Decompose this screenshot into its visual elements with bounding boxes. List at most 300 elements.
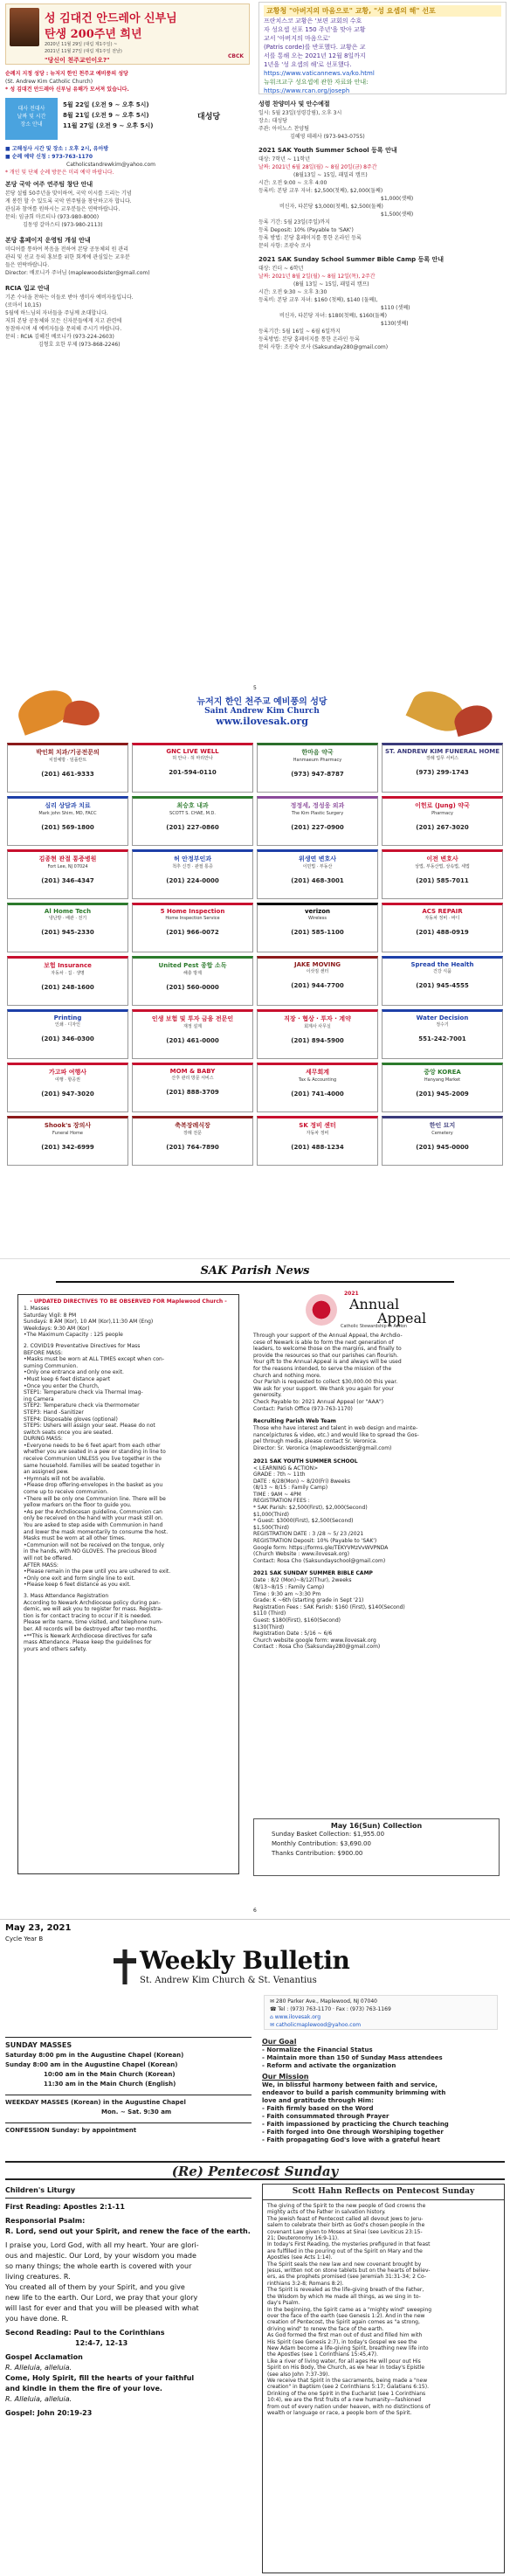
notice-line: 관심과 참여를 원하시는 교우분들은 연락바랍니다. <box>5 206 121 212</box>
notice-head: 성령 찬양미사 및 안수예절 <box>258 100 330 107</box>
parish-news-page <box>0 1258 510 1915</box>
text-line: Director: Sr. Veronica (maplewoodsister@gmail.com) <box>253 1444 392 1451</box>
banner-title-1: 성 김대건 안드레아 신부님 <box>45 12 177 25</box>
ad-subline: Mark john Shim, MD, FACC <box>38 811 97 816</box>
ad-subline: Hanyang Market <box>424 1077 461 1083</box>
text-line: pel through media, please contact Sr. Veronica. <box>253 1438 378 1445</box>
text-line: DURING MASS: <box>24 1436 63 1443</box>
cycle-year: Cycle Year B <box>5 1935 44 1942</box>
ad-phone: (201) 227-0860 <box>166 824 219 831</box>
ad-headline: 5 Home Inspection <box>160 908 225 915</box>
ad-subline: 건강 식품 <box>433 969 451 974</box>
sponsor-ad <box>132 743 253 793</box>
sponsor-ad <box>382 796 503 846</box>
ad-subline: Hanmaeum Pharmacy <box>293 758 342 763</box>
ad-headline: GNC LIVE WELL <box>166 748 219 755</box>
goals-mission <box>262 2037 505 2144</box>
annual-appeal-logo <box>253 1289 500 1329</box>
text-line: TIME : 9AM ~ 4PM <box>253 1491 301 1498</box>
ad-phone: (201) 741-4000 <box>291 1091 344 1098</box>
mission-line: We, in blissful harmony between faith and service, <box>262 2081 438 2088</box>
sunday-masses-head: SUNDAY MASSES <box>5 2037 252 2051</box>
text-line: BEFORE MASS: <box>24 1349 63 1356</box>
indulgence-label: 대사 전대사 날짜 및 시간 장소 안내 <box>5 98 58 140</box>
text-line: cese of Newark is able to form the next generation of <box>253 1339 394 1346</box>
text-line: REGISTRATION DATE : 3 /28 ~ 5/ 23 /2021 <box>253 1531 364 1538</box>
confession-note: * 개인 및 단체 순례 방문은 미리 예약 바랍니다. <box>5 170 114 176</box>
text-line: (8/13 ~ 8/15 : Family Camp) <box>253 1485 328 1492</box>
psalm-line: ous and majestic. Our Lord, by your wisdom you made <box>5 2252 196 2260</box>
notice-line: 대상: 킨더 ~ 6학년 <box>258 266 304 272</box>
ad-subline: 재정 설계 <box>183 1024 202 1029</box>
notice-bible-camp <box>258 255 507 351</box>
psalm-line: so many things; the whole earth is covered with your <box>5 2262 192 2270</box>
text-line: The Jewish feast of Pentecost called all devout Jews to Jeru- <box>267 2215 424 2222</box>
ads-url[interactable]: www.ilovesak.org <box>216 716 308 727</box>
ad-subline: The Kim Plastic Surgery <box>291 811 344 816</box>
email-link[interactable]: ✉ catholicmaplewood@yahoo.com <box>270 2022 362 2028</box>
indulgence-day: 11월 27일 (오전 9 ~ 오후 5시) <box>63 122 154 129</box>
ad-phone: (201) 945-0000 <box>416 1144 469 1151</box>
ad-phone: (973) 947-8787 <box>291 771 344 778</box>
appeal-sub: Catholic Stewardship in Action <box>341 1324 408 1329</box>
parish-contact-box <box>264 1995 498 2030</box>
sponsor-ad <box>257 1063 378 1112</box>
text-line: (see also John 7:37-39). <box>267 2371 330 2378</box>
text-line: According to Newark Archdiocese policy during pan- <box>24 1599 161 1606</box>
ad-phone: (201) 945-4555 <box>416 982 469 989</box>
confession-line: ■ 순례 예약 신청 : 973-763-1170 <box>5 154 93 160</box>
ad-phone: (201) 488-1234 <box>291 1144 344 1151</box>
indulgence-days <box>63 100 153 131</box>
ad-phone: (201) 966-0072 <box>166 929 219 936</box>
sponsor-ad <box>132 1009 253 1059</box>
text-line: receive Communion UNLESS you live together in the <box>24 1456 162 1463</box>
ad-subline: 해충 방제 <box>183 971 202 976</box>
text-line: Our Parish is requested to collect $30,000.00 this year. <box>253 1379 398 1386</box>
sponsor-ad <box>7 743 128 793</box>
gospel-acclamation-line: R. Alleluia, alleluia. <box>5 2364 72 2372</box>
joseph-line: (Patris corde)를 반포했다. 교황은 교 <box>264 44 366 51</box>
ad-subline: SCOTT S. CHAE, M.D. <box>169 811 216 816</box>
notice-line: $1,000(셋째) <box>381 196 414 202</box>
notice-line: 게 봉헌 할 수 있도록 국악 연주팀을 창단하고자 합니다. <box>5 198 132 204</box>
psalm-head: Responsorial Psalm: <box>5 2217 86 2225</box>
text-line: ber. All records will be destroyed after two months. <box>24 1625 158 1632</box>
notice-head: 본당 홈페이지 운영팀 개설 안내 <box>5 237 91 244</box>
ad-subline: 상법, 부동산법, 상속법, 세법 <box>415 864 470 869</box>
notice-head: 2021 SAK Sunday School Summer Bible Camp 등록 안내 <box>258 256 445 263</box>
notice-line: 문의 사항: 조광숙 로사 (Saksunday280@gmail.com) <box>258 344 389 350</box>
psalm-line: You created all of them by your Spirit, and you give <box>5 2283 185 2291</box>
sponsor-ad <box>132 956 253 1006</box>
text-line: Drinking of the one Spirit in the Eucharist (see 1 Corinthians <box>267 2390 426 2397</box>
indulgence-schedule <box>5 98 250 142</box>
mass-schedule <box>5 2037 252 2136</box>
joseph-line: 교서 '아버지의 마음으로' <box>264 35 330 42</box>
text-line: generosity. <box>253 1392 282 1399</box>
text-line: over the face of the earth (see Genesis 1:2). And in the new <box>267 2312 425 2319</box>
gospel-acclamation-line: and kindle in them the fire of your love. <box>5 2385 162 2392</box>
text-line: Contact : Rosa Cho (Saksunday280@gmail.com) <box>253 1644 381 1651</box>
text-line: Your gift to the Annual Appeal is and always will be used <box>253 1359 402 1366</box>
text-line: < LEARNING & ACTION> <box>253 1465 319 1472</box>
ad-headline: 중앙 KOREA <box>424 1069 461 1076</box>
weekday-masses-time: Mon. ~ Sat. 9:30 am <box>101 2109 172 2116</box>
ad-subline: Home Inspection Service <box>165 916 220 921</box>
text-line: yours and others safety. <box>24 1645 87 1652</box>
ads-title-english: Saint Andrew Kim Church <box>204 707 320 716</box>
ad-headline: 한마음 약국 <box>301 749 334 756</box>
notice-line: 시간: 오전 9:30 ~ 오후 3:30 <box>258 289 327 295</box>
text-line: Contact: Rosa Cho (Saksundayschool@gmail.com) <box>253 1557 386 1564</box>
text-line: creation of Pentecost, the Spirit again comes as "a strong, <box>267 2319 420 2326</box>
parish-news-title: SAK Parish News <box>200 1264 310 1278</box>
text-line: wealth or language or race, a people born of the Spirit. <box>267 2410 412 2416</box>
text-line: You are asked to step aside with Communion in hand <box>24 1522 163 1528</box>
sponsor-ad <box>132 849 253 899</box>
weekly-bulletin-page <box>0 1919 510 2576</box>
text-line: creation" in Baptism (see 2 Corinthians 5:17; Galatians 6:15). <box>267 2384 429 2391</box>
sponsor-ad <box>382 903 503 952</box>
notice-line: (8월13일 ~ 15일, 패밀리 캠프) <box>293 172 368 178</box>
text-line: •Must keep 6 feet distance apart <box>24 1375 111 1382</box>
notice-line: 일시: 5월 23일(성령강림), 오후 3시 <box>258 110 342 116</box>
sponsor-ad <box>257 1116 378 1166</box>
ad-headline: 정정세, 정성웅 외과 <box>290 802 345 809</box>
year-of-joseph-box <box>258 2 507 94</box>
scott-hahn-reflection <box>262 2184 505 2573</box>
bible-camp-head: 2021 SAK SUNDAY SUMMER BIBLE CAMP <box>253 1570 373 1577</box>
mission-line: - Faith forged into One through Worshiping together <box>262 2129 444 2136</box>
sponsor-ad <box>382 849 503 899</box>
ad-headline: 최승호 내과 <box>176 802 209 809</box>
text-line: His Spirit (see Genesis 2:7), in today's Gospel we see the <box>267 2338 417 2345</box>
notice-line: 김혜영 데레사 (973-943-0755) <box>290 134 365 140</box>
ad-headline: Shook's 장의사 <box>44 1122 92 1129</box>
ad-subline: Tax & Accounting <box>298 1077 337 1083</box>
ad-phone: (201) 585-1100 <box>291 929 344 936</box>
ad-phone: 551-242-7001 <box>418 1035 466 1042</box>
text-line: only be received on the hand with your mask still on. <box>24 1515 163 1522</box>
relic-note: * 성 김대건 안드레아 신부님 유해가 모셔져 있습니다. <box>5 87 129 93</box>
text-line: Apostles (see Acts 1:14). <box>267 2254 333 2261</box>
ad-subline: 자동차 정비 · 바디 <box>424 916 460 921</box>
banner-date-1: 2020년 11월 29일 (대림 제1주일) ~ <box>45 42 118 47</box>
text-line: Google form: https://forms.gle/TEKYVMzVvWVPNDA <box>253 1544 389 1551</box>
text-line: $130(Third) <box>253 1624 285 1631</box>
first-reading: First Reading: Apostles 2:1-11 <box>5 2203 125 2211</box>
ad-headline: 보험 Insurance <box>44 962 92 969</box>
text-line: ers, as the prophets promised (see Jeremiah 31:31-34; 2 Co- <box>267 2274 426 2281</box>
text-line: same household. Families will be seated together in <box>24 1462 160 1469</box>
sponsor-ad <box>7 1009 128 1059</box>
text-line: DATE : 6/28(Mon) ~ 8/20(Fri) 8weeks <box>253 1478 351 1485</box>
notice-line: 미디어를 통하여 복음을 전하여 본당 공동체의 원 관리 <box>5 246 128 253</box>
ad-phone: (201) 461-0000 <box>166 1037 219 1044</box>
text-line: Like a river of living water, for all ages He will pour out His <box>267 2358 421 2365</box>
ad-headline: SK 정비 센터 <box>299 1122 336 1129</box>
ad-phone: (973) 299-1743 <box>416 769 469 776</box>
ad-phone: (201) 488-0919 <box>416 929 469 936</box>
ad-phone: (201) 346-4347 <box>41 877 94 884</box>
psalm-line: I praise you, Lord God, with all my heart. Your are glori- <box>5 2241 199 2249</box>
text-line: STEP3: Hand -Sanitizer <box>24 1409 84 1416</box>
goal-head: Our Goal <box>262 2038 297 2046</box>
collection-box <box>253 1818 500 1876</box>
psalm-response: R. Lord, send out your Spirit, and renew the face of the earth. <box>5 2227 251 2235</box>
page-number: 6 <box>253 1908 257 1914</box>
notice-line: 저희 본당 공동체와 모든 신자분들에게 지고 관련에 <box>5 318 122 324</box>
ads-grid <box>7 743 503 1166</box>
text-line: $1,000(Third) <box>253 1511 289 1518</box>
goal-line: - Reform and activate the organization <box>262 2062 396 2069</box>
right-notices <box>258 100 507 351</box>
text-line: Check Payable to: 2021 Annual Appeal (or "AAA") <box>253 1398 384 1405</box>
text-line: STEP5: Ushers will assign your seat. Please do not <box>24 1423 155 1430</box>
phone-line: ☎ Tel : (973) 763-1170 · Fax : (973) 763-1169 <box>270 2006 391 2012</box>
parish-news-right <box>253 1289 500 1651</box>
text-line: Grade: K ~6th (starting grade in Sept '21) <box>253 1597 364 1604</box>
sponsor-ad <box>257 796 378 846</box>
text-line: We receive that Spirit in the sacraments, being made a "new <box>267 2377 428 2384</box>
ad-phone: (201) 888-3709 <box>166 1089 219 1096</box>
ad-phone: (201) 944-7700 <box>291 982 344 989</box>
confession-info <box>5 145 250 177</box>
text-line: •Only one exit and form single line to exit. <box>24 1575 135 1582</box>
vatican-news-link[interactable]: https://www.vaticannews.va/ko.html <box>264 70 375 77</box>
mission-head: Our Mission <box>262 2073 309 2081</box>
notice-line: 본당 설립 50주년을 맞이하여, 국악 이시를 드리는 기념 <box>5 190 132 197</box>
joseph-line: 서를 통해 오는 2021년 12월 8일까지 <box>264 52 366 59</box>
text-line: Those who have interest and talent in web design and mainte- <box>253 1425 418 1432</box>
ad-subline: 이삿짐 센터 <box>306 969 329 974</box>
ad-headline: ST. ANDREW KIM FUNERAL HOME <box>384 748 500 755</box>
jubilee-banner <box>5 3 250 65</box>
text-line: Registration Date : 5/16 ~ 6/6 <box>253 1631 333 1638</box>
bible-camp-section <box>253 1569 500 1651</box>
text-line: 1. Masses <box>24 1305 50 1312</box>
pilgrimage-sub: (St. Andrew Kim Catholic Church) <box>5 79 93 85</box>
sponsor-ad <box>382 1116 503 1166</box>
ad-headline: Water Decision <box>416 1014 469 1021</box>
summer-school-section <box>253 1458 500 1565</box>
sponsor-ad <box>132 1063 253 1112</box>
ad-phone: (201) 342-6999 <box>41 1144 94 1151</box>
ad-phone: (201) 560-0000 <box>166 984 219 991</box>
sponsor-ad <box>132 903 253 952</box>
notice-line: 날짜: 2021년 6월 28일(월) ~ 8월 20일(금) 8주간 <box>258 164 377 170</box>
rcan-label: 뉴워크교구 성요셉에 관한 자료와 안내: <box>264 79 369 86</box>
ad-headline: 심리 상담과 치료 <box>45 802 91 809</box>
ad-headline: 이헌로 (Jung) 약국 <box>415 802 470 809</box>
text-line: •Once you enter the Church, <box>24 1382 100 1389</box>
collection-head: May 16(Sun) Collection <box>330 1822 423 1830</box>
joseph-line: 프란치스코 교황은 '보편 교회의 수호 <box>264 17 362 24</box>
text-line: in the hands, with NO GLOVES. The precious Blood <box>24 1548 157 1555</box>
ad-headline: JAKE MOVING <box>293 961 341 968</box>
ad-headline: 한인 묘지 <box>429 1122 456 1129</box>
ad-headline: 인생 보험 및 투자 금융 전문인 <box>151 1015 234 1022</box>
text-line: In the beginning, the Spirit came as a "mighty wind" sweeping <box>267 2306 432 2313</box>
text-line: mass Attendance. Please keep the guidelines for <box>24 1639 152 1646</box>
notice-line: 등록비: 본당 교우 자녀: $160 (첫째), $140 (둘째), <box>258 297 378 303</box>
ad-subline: 이민법 · 부동산 <box>302 864 333 869</box>
banner-motto: "당신이 천주교인이오?" <box>45 57 110 64</box>
text-line: •Please remain in the pew until you are ushered to exit. <box>24 1568 171 1575</box>
text-line: yellow markers on the floor to guide you. <box>24 1502 132 1509</box>
text-line: Please write name, time visited, and telephone num- <box>24 1619 163 1626</box>
notice-line: $110 (셋째) <box>381 305 410 311</box>
ad-subline: 장례 전문 <box>183 1131 202 1136</box>
ad-headline: Al Home Tech <box>44 908 92 915</box>
text-line: •Everyone needs to be 6 feet apart from each other <box>24 1442 161 1449</box>
notice-line: 동참하시며 새 예비자들을 문의해 주시기 바랍니다. <box>5 326 122 332</box>
ads-header <box>131 694 393 727</box>
notice-line: 등록 Deposit: 10% (Payable to 'SAK') <box>258 227 354 233</box>
notice-homepage <box>5 236 250 277</box>
title-rule <box>56 1281 454 1283</box>
mass-line: Sunday 8:00 am in the Augustine Chapel (Korean) <box>5 2061 178 2068</box>
rcan-joseph-link[interactable]: https://www.rcan.org/joseph <box>264 87 350 94</box>
notice-line: 등록 기간: 5월 23일(주일)까지 <box>258 219 330 225</box>
sponsor-ad <box>257 743 378 793</box>
ad-headline: 축복장례식장 <box>175 1122 210 1129</box>
text-line: REGISTRATION FEES : <box>253 1498 310 1505</box>
ad-subline: Cemetery <box>431 1131 453 1136</box>
joseph-head: 교황청 "아버지의 마음으로" 교황, "성 요셉의 해" 선포 <box>264 5 501 17</box>
ad-phone: (201) 267-3020 <box>416 824 469 831</box>
website-link[interactable]: ⌂ www.ilovesak.org <box>270 2014 321 2020</box>
text-line: church and nothing more. <box>253 1372 321 1379</box>
mission-line: love and gratitude through Him: <box>262 2097 374 2104</box>
directives-body <box>24 1305 233 1652</box>
notice-line: 등록기간: 5월 16일 ~ 6월 6일까지 <box>258 329 341 335</box>
notice-line: (8월 13일 ~ 15일, 패밀리 캠프) <box>293 281 369 287</box>
text-line: whether you are seated in a pew or standing in line to <box>24 1449 166 1456</box>
ad-subline: Fort Lee, NJ 07024 <box>47 864 88 869</box>
ad-subline: 냉난방 · 배관 · 전기 <box>48 916 87 921</box>
pilgrimage-head: 순례지 지정 성당 : 뉴저지 한인 천주교 예비풍의 성당 <box>5 71 128 77</box>
bulletin-title: Weekly Bulletin <box>140 1946 350 1975</box>
pentecost-banner: (Re) Pentecost Sunday <box>5 2161 505 2180</box>
text-line: Time : 9:30 am ~3:30 Pm <box>253 1590 321 1597</box>
ad-subline: Funeral Home <box>52 1131 83 1136</box>
text-line: from out of every nation under heaven, with no distinctions of <box>267 2403 431 2410</box>
sponsor-ad <box>382 956 503 1006</box>
summer-school-body <box>253 1465 500 1565</box>
mission-line: - Faith propagating God's love with a grateful heart <box>262 2136 440 2143</box>
ad-headline: 허 안정부인과 <box>173 855 211 862</box>
ad-phone: (201) 569-1800 <box>41 824 94 831</box>
bulletin-subtitle: St. Andrew Kim Church & St. Venantius <box>140 1976 317 1985</box>
gospel-acclamation-line: Come, Holy Spirit, fill the hearts of your faithful <box>5 2374 195 2382</box>
sponsor-ad <box>7 903 128 952</box>
left-notices <box>5 180 250 349</box>
covid-directives-box <box>17 1294 239 1874</box>
notice-line: 주관: 아이노스 찬양팀 <box>258 126 310 132</box>
ad-phone: (201) 224-0000 <box>166 877 219 884</box>
saint-portrait-icon <box>10 8 39 46</box>
pilgrimage-section <box>5 70 250 93</box>
text-line: •The Maximum Capacity : 125 people <box>24 1332 123 1339</box>
text-line: •**This is Newark Archdiocese directives for safe <box>24 1632 153 1639</box>
ad-headline: 박인희 치과/기공전문의 <box>36 749 100 756</box>
banner-date-2: 2021년 11월 27일 (대림 제1주일 전날) <box>45 49 122 54</box>
text-line: Guest: $180(First), $160(Second) <box>253 1617 341 1624</box>
text-line: Jesus, written not on stone tablets but on the hearts of believ- <box>267 2268 431 2275</box>
notice-line: 등록 방법: 본당 홈페이지를 통한 온라인 등록 <box>258 235 362 241</box>
sponsor-ads-page <box>0 685 510 1257</box>
text-line: leaders, to welcome those on the margins, and finally to <box>253 1346 402 1353</box>
ad-phone: (201) 764-7890 <box>166 1144 219 1151</box>
text-line: nance(pictures & video, etc.) and would like to spread the Gos- <box>253 1431 419 1438</box>
indulgence-day: 8월 21일 (오전 9 ~ 오후 5시) <box>63 112 149 119</box>
appeal-word-2: Appeal <box>377 1310 427 1326</box>
text-line: (8/13~8/15 : Family Camp) <box>253 1584 325 1590</box>
mass-line: Saturday 8:00 pm in the Augustine Chapel (Korean) <box>5 2052 184 2059</box>
text-line: ing Camera <box>24 1395 54 1402</box>
text-line: •Masks must be worn at ALL TIMES except when con- <box>24 1356 165 1363</box>
text-line: STEP4: Disposable gloves (optional) <box>24 1416 118 1423</box>
sponsor-ad <box>382 743 503 793</box>
mission-line: - Faith firmly based on the Word <box>262 2105 374 2112</box>
notice-praise-mass <box>258 100 507 141</box>
notice-line: 문의: 임금희 마르티나 (973-980-8000) <box>5 214 100 220</box>
ad-headline: MOM & BABY <box>169 1068 216 1075</box>
text-line: GRADE : 7th ~ 11th <box>253 1472 306 1478</box>
text-line: As God formed the first man out of dust and filled him with <box>267 2332 423 2339</box>
text-line: •There will be only one Communion line. There will be <box>24 1495 166 1502</box>
collection-row: Thanks Contribution: $900.00 <box>272 1850 363 1857</box>
confession-email[interactable]: Catholicstandrewkim@yahoo.com <box>66 162 155 168</box>
text-line: Date : 8/2 (Mon)~8/12(Thur), 2weeks <box>253 1577 352 1584</box>
text-line: Registration Fees : SAK Parish: $160 (First), $140(Second) <box>253 1603 405 1610</box>
notice-gugak <box>5 180 250 229</box>
text-line: the Apostles (see 1 Corinthians 15:45,47). <box>267 2351 378 2358</box>
confession-line: ■ 고해성사 시간 및 장소 : 오후 2시, 유아방 <box>5 146 109 152</box>
text-line: REGISTRATION Deposit: 10% (Payable to 'SAK') <box>253 1538 377 1545</box>
web-team-section <box>253 1417 500 1451</box>
text-line: for the reasons intended, to serve the mission of the <box>253 1365 392 1372</box>
notice-line: 날짜: 2021년 8월 2일(월) ~ 8월 12일(목), 2주간 <box>258 274 376 280</box>
ad-headline: Printing <box>53 1014 82 1021</box>
text-line: •Please keep 6 feet distance as you exit. <box>24 1582 131 1589</box>
readings <box>5 2185 252 2419</box>
ad-subline: 인쇄 · 디자인 <box>55 1022 80 1028</box>
sponsor-ad <box>132 796 253 846</box>
notice-line: 김형호 요한 부제 (973-868-2246) <box>38 342 121 348</box>
notice-line: 시간: 오전 9:00 ~ 오후 4:00 <box>258 180 327 186</box>
web-team-body <box>253 1425 500 1451</box>
notice-line: 대상: 7학년 ~ 11학년 <box>258 156 310 163</box>
text-line: mighty acts of the Father in salvation history. <box>267 2209 386 2216</box>
ad-phone: (201) 945-2330 <box>41 929 94 936</box>
text-line: (Church Website : www.ilovesak.org) <box>253 1551 349 1558</box>
notice-line: 들은 연락바랍니다. <box>5 262 50 268</box>
notice-head: RCIA 입교 안내 <box>5 285 50 292</box>
sponsor-ad <box>7 1063 128 1112</box>
notice-line: 장소: 대성당 <box>258 118 287 124</box>
ad-subline: 허 안나 · 허 마리안나 <box>172 756 213 761</box>
ad-phone: 201-594-0110 <box>169 769 217 776</box>
text-line: The Spirit seals the new law and new covenant brought by <box>267 2261 422 2268</box>
appeal-year: 2021 <box>344 1291 359 1297</box>
ad-phone: (201) 346-0300 <box>41 1035 94 1042</box>
text-line: day's Psalm. <box>267 2300 300 2307</box>
notice-line: 등록비: 본당 교우 자녀: $2,500(첫째), $2,000(둘째) <box>258 188 383 194</box>
text-line: 21; Deuteronomy 16:9-11). <box>267 2235 340 2242</box>
